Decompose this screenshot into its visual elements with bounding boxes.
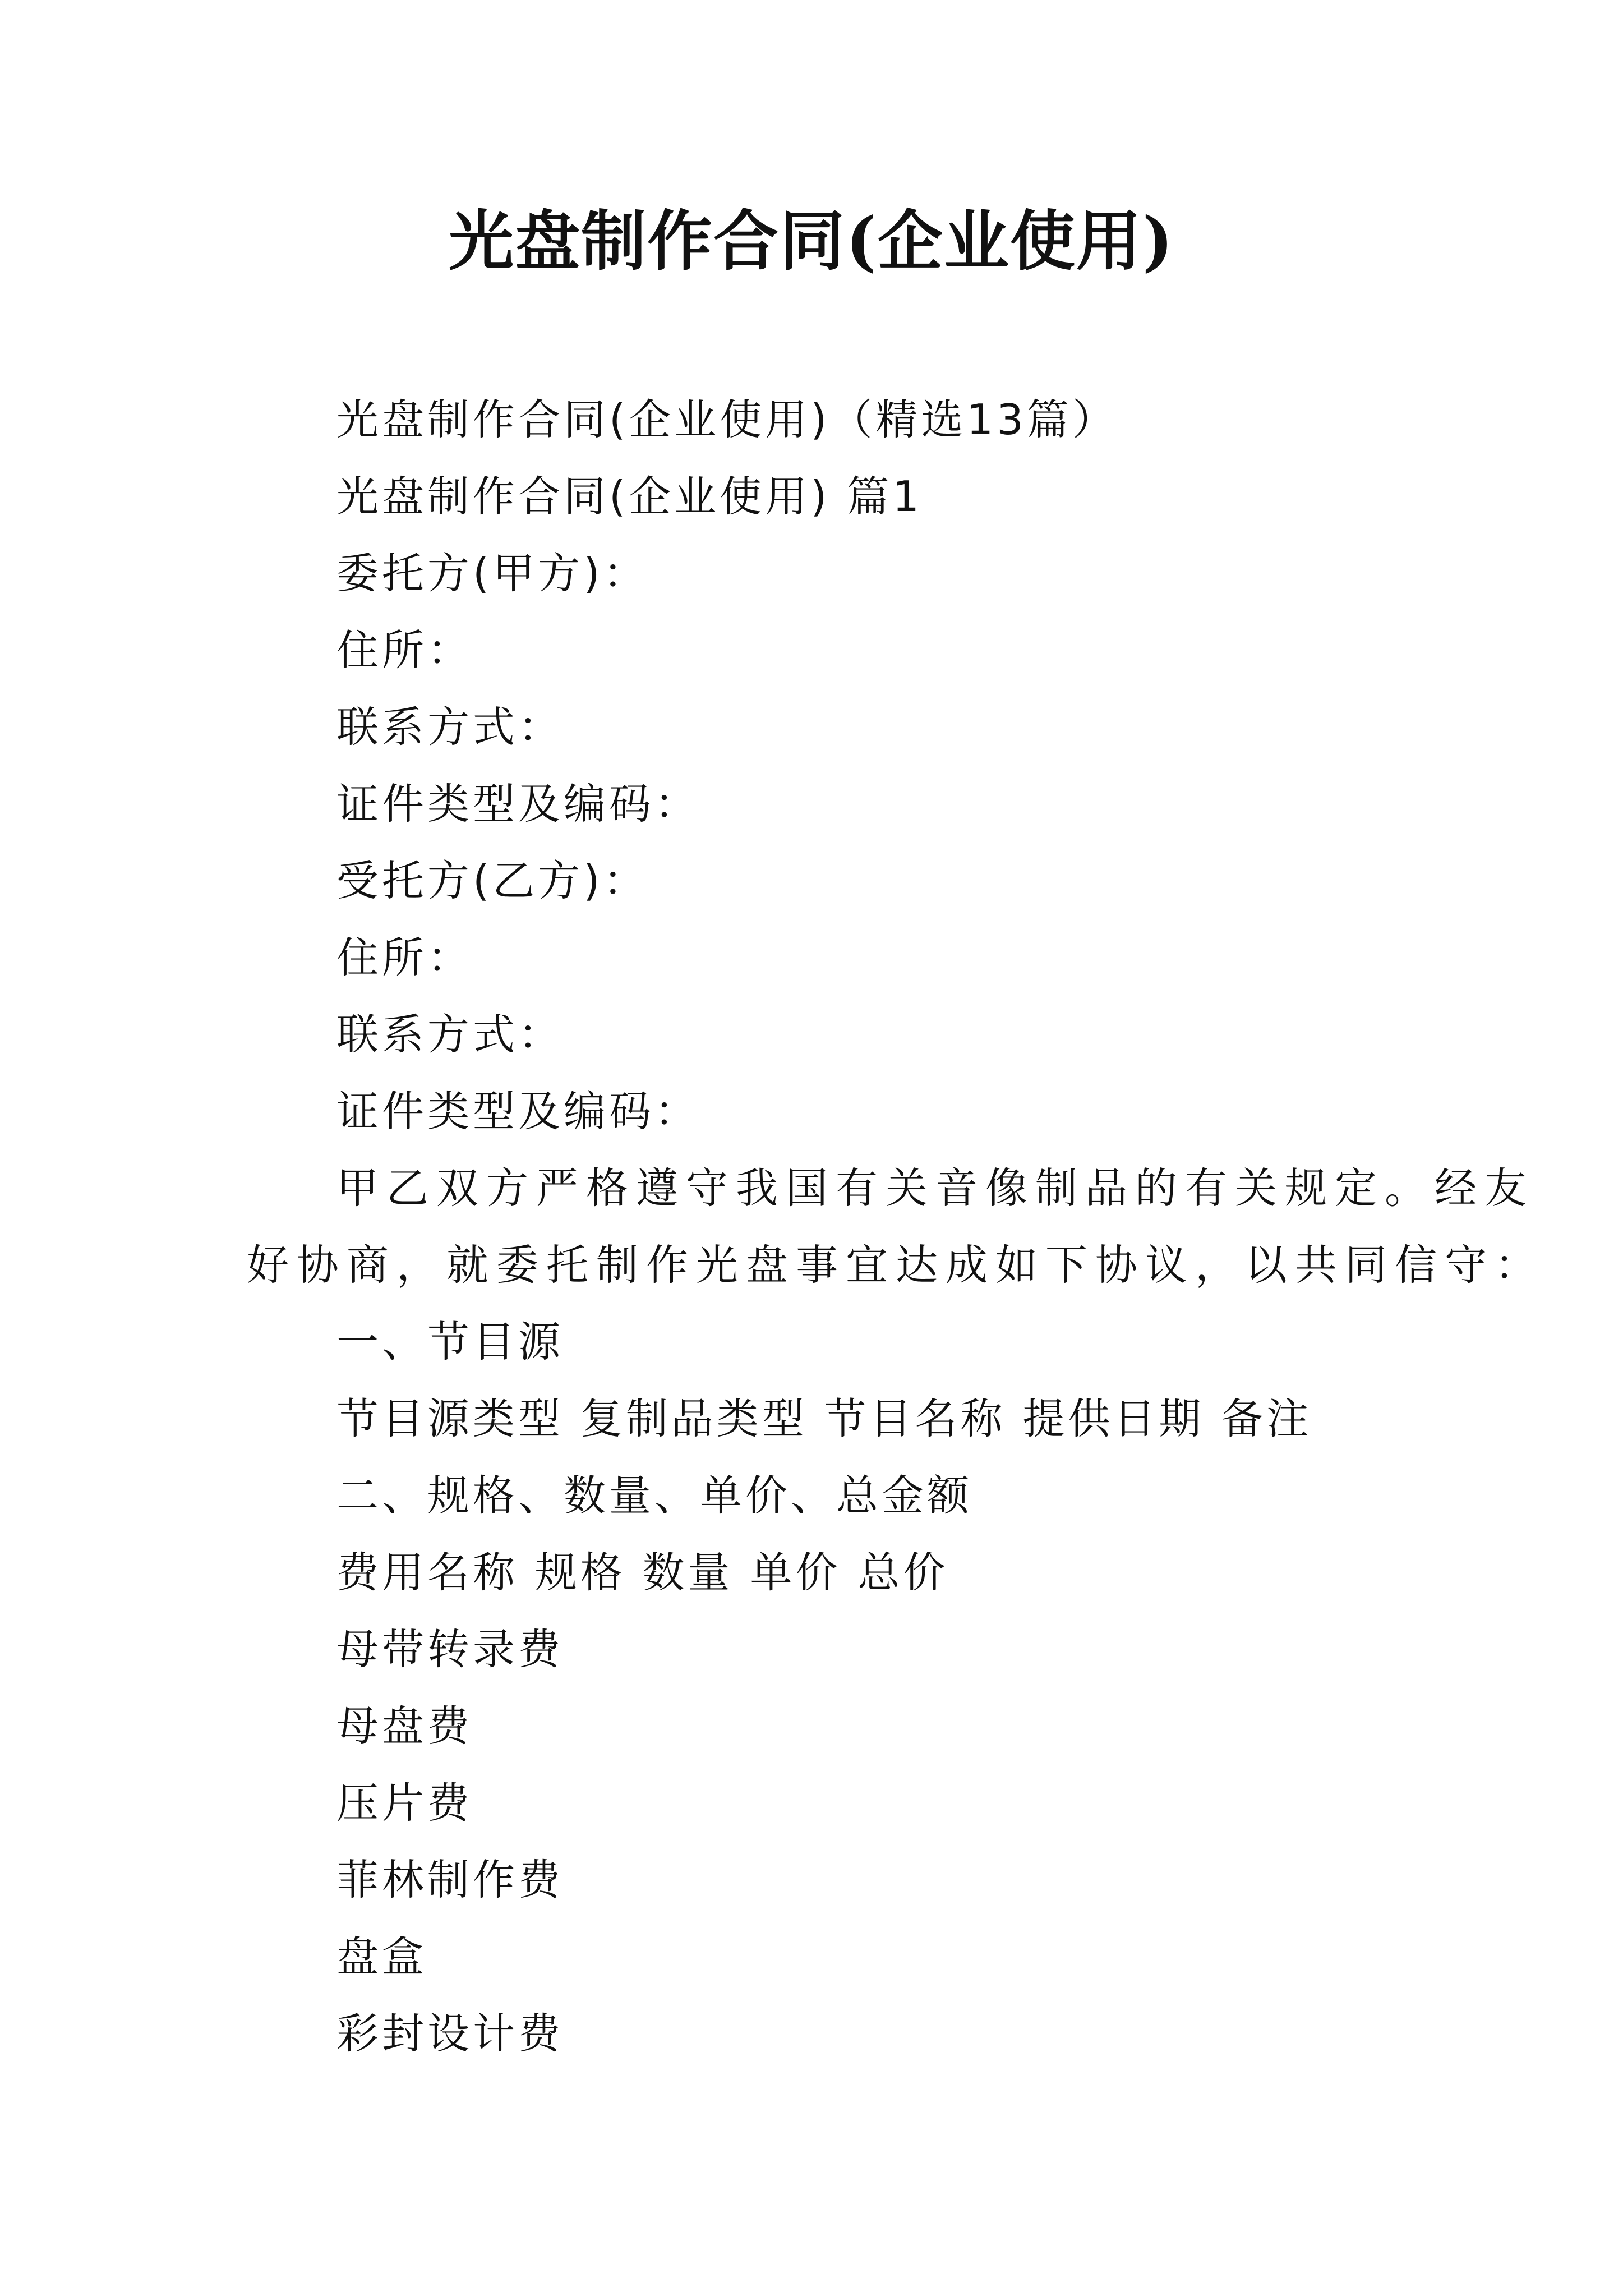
program-source-table-header: 节目源类型 复制品类型 节目名称 提供日期 备注 [336, 1394, 1312, 1443]
party-b-label: 受托方(乙方)： [336, 856, 649, 905]
agreement-paragraph-line-1: 甲乙双方严格遵守我国有关音像制品的有关规定。经友 [336, 1163, 1535, 1213]
fee-item: 母盘费 [336, 1701, 473, 1751]
party-b-address-label: 住所： [336, 933, 473, 982]
agreement-paragraph-line-2: 好协商，就委托制作光盘事宜达成如下协议，以共同信守： [247, 1240, 1545, 1290]
fee-item: 压片费 [336, 1778, 473, 1828]
party-a-label: 委托方(甲方)： [336, 549, 649, 598]
party-b-contact-label: 联系方式： [336, 1010, 564, 1059]
fee-item: 菲林制作费 [336, 1855, 564, 1904]
pricing-table-header: 费用名称 规格 数量 单价 总价 [336, 1548, 949, 1597]
party-a-address-label: 住所： [336, 625, 473, 675]
clause-heading-program-source: 一、节目源 [336, 1317, 564, 1366]
party-a-contact-label: 联系方式： [336, 702, 564, 752]
document-title: 光盘制作合同(企业使用) [449, 203, 1174, 279]
fee-item: 彩封设计费 [336, 2009, 564, 2058]
clause-heading-pricing: 二、规格、数量、单价、总金额 [336, 1471, 973, 1520]
collection-heading: 光盘制作合同(企业使用)（精选13篇） [336, 395, 1118, 444]
section-heading: 光盘制作合同(企业使用) 篇1 [336, 472, 923, 521]
party-b-id-label: 证件类型及编码： [336, 1087, 700, 1136]
party-a-id-label: 证件类型及编码： [336, 779, 700, 829]
fee-item: 母带转录费 [336, 1625, 564, 1674]
document-body [247, 381, 1545, 2072]
fee-item: 盘盒 [336, 1932, 428, 1981]
